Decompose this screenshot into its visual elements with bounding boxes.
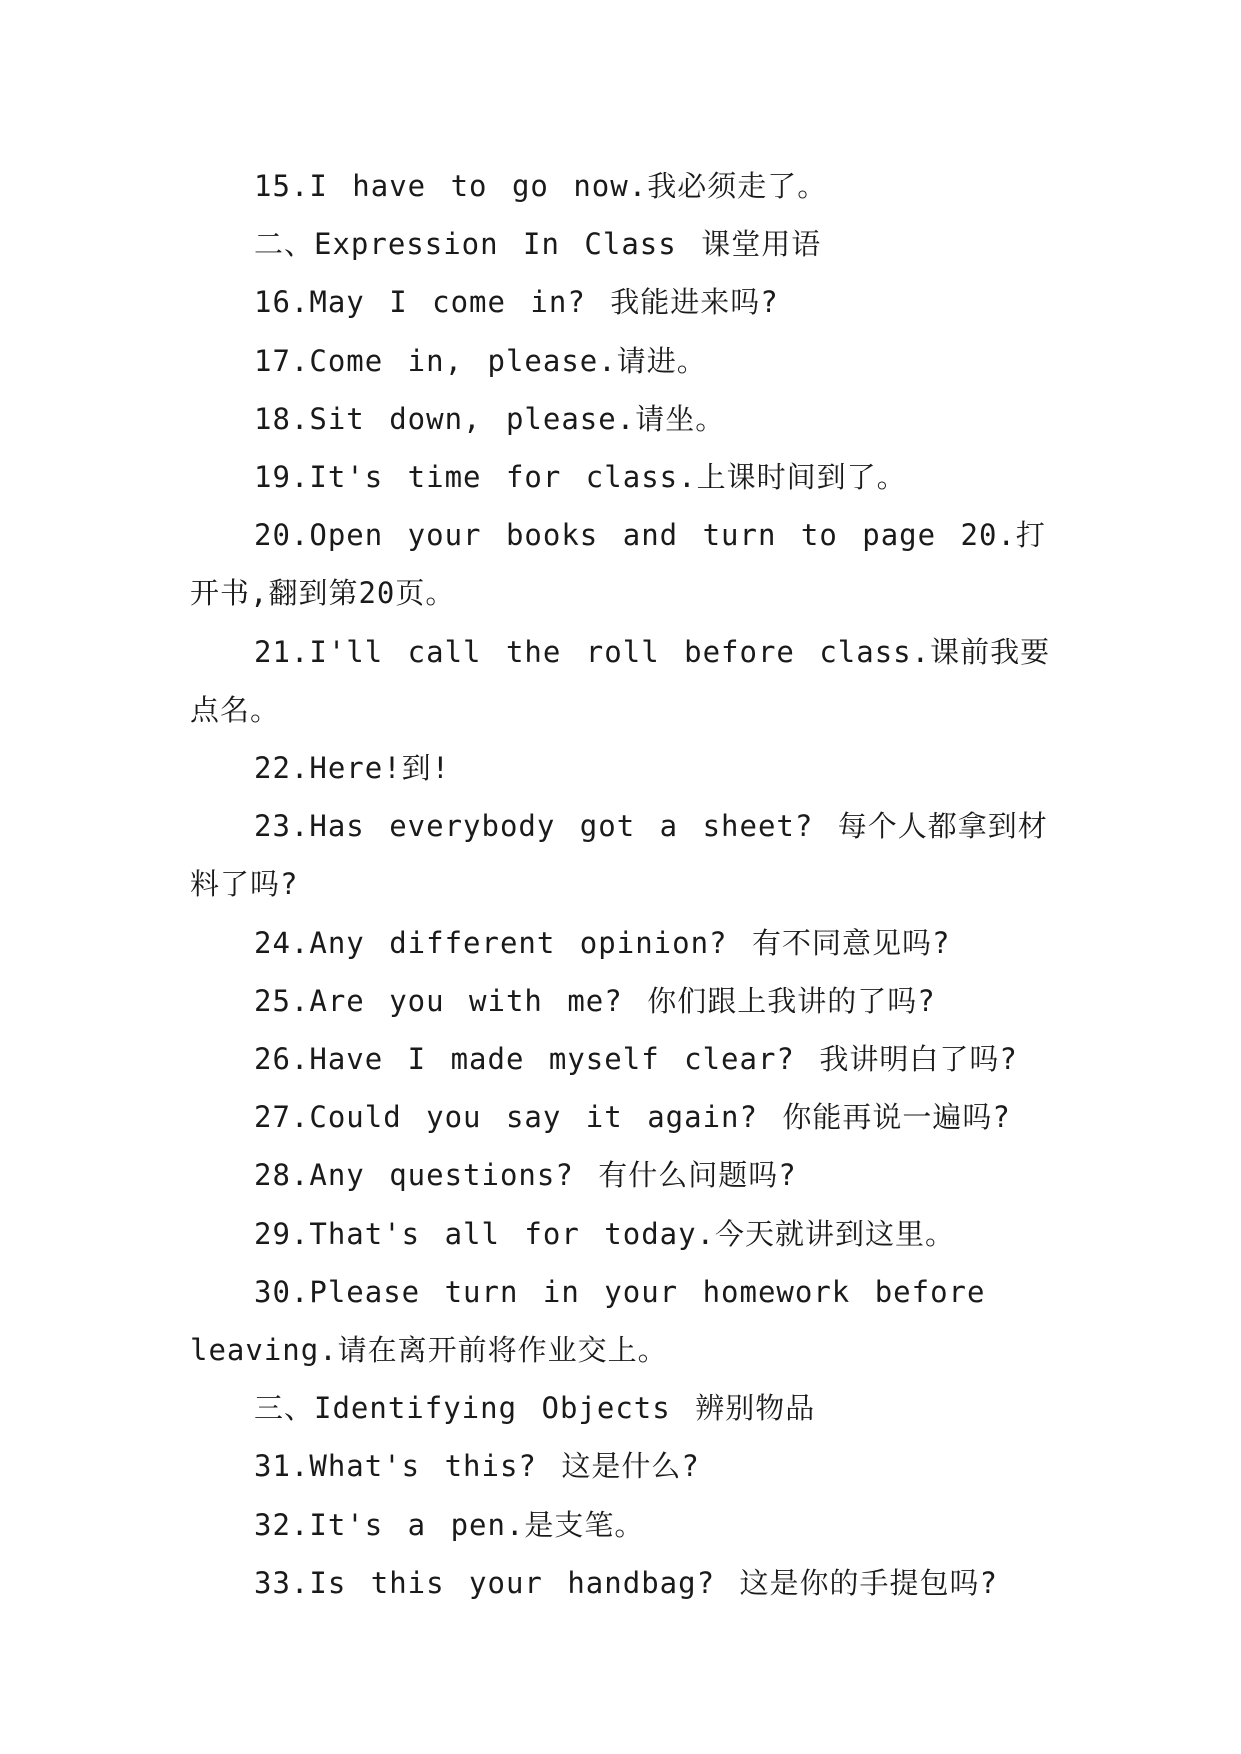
phrase-23: 23.Has everybody got a sheet? 每个人都拿到材料了吗? bbox=[190, 809, 1048, 902]
document-body bbox=[190, 157, 1070, 1612]
section-heading-identifying-objects: 三、Identifying Objects 辨别物品 bbox=[254, 1391, 816, 1426]
phrase-15: 15.I have to go now.我必须走了。 bbox=[254, 169, 828, 203]
phrase-30: 30.Please turn in your homework before leaving.请在离开前将作业交上。 bbox=[190, 1274, 986, 1368]
phrase-21: 21.I'll call the roll before class.课前我要点名。 bbox=[190, 634, 1051, 727]
phrase-19: 19.It's time for class.上课时间到了。 bbox=[254, 460, 907, 495]
phrase-20: 20.Open your books and turn to page 20.打开书,翻到第20页。 bbox=[190, 518, 1046, 611]
phrase-24: 24.Any different opinion? 有不同意见吗? bbox=[254, 925, 951, 960]
phrase-31: 31.What's this? 这是什么? bbox=[254, 1449, 700, 1484]
phrase-29: 29.That's all for today.今天就讲到这里。 bbox=[254, 1216, 956, 1251]
phrase-22: 22.Here!到! bbox=[254, 751, 451, 786]
phrase-18: 18.Sit down, please.请坐。 bbox=[254, 401, 726, 436]
phrase-32: 32.It's a pen.是支笔。 bbox=[254, 1507, 645, 1542]
phrase-25: 25.Are you with me? 你们跟上我讲的了吗? bbox=[254, 983, 936, 1018]
phrase-26: 26.Have I made myself clear? 我讲明白了吗? bbox=[254, 1042, 1018, 1077]
section-heading-expression-in-class: 二、Expression In Class 课堂用语 bbox=[254, 227, 822, 262]
phrase-17: 17.Come in, please.请进。 bbox=[254, 343, 707, 378]
phrase-16: 16.May I come in? 我能进来吗? bbox=[254, 285, 779, 320]
phrase-27: 27.Could you say it again? 你能再说一遍吗? bbox=[254, 1100, 1011, 1135]
phrase-33: 33.Is this your handbag? 这是你的手提包吗? bbox=[254, 1565, 998, 1600]
phrase-28: 28.Any questions? 有什么问题吗? bbox=[254, 1158, 797, 1193]
